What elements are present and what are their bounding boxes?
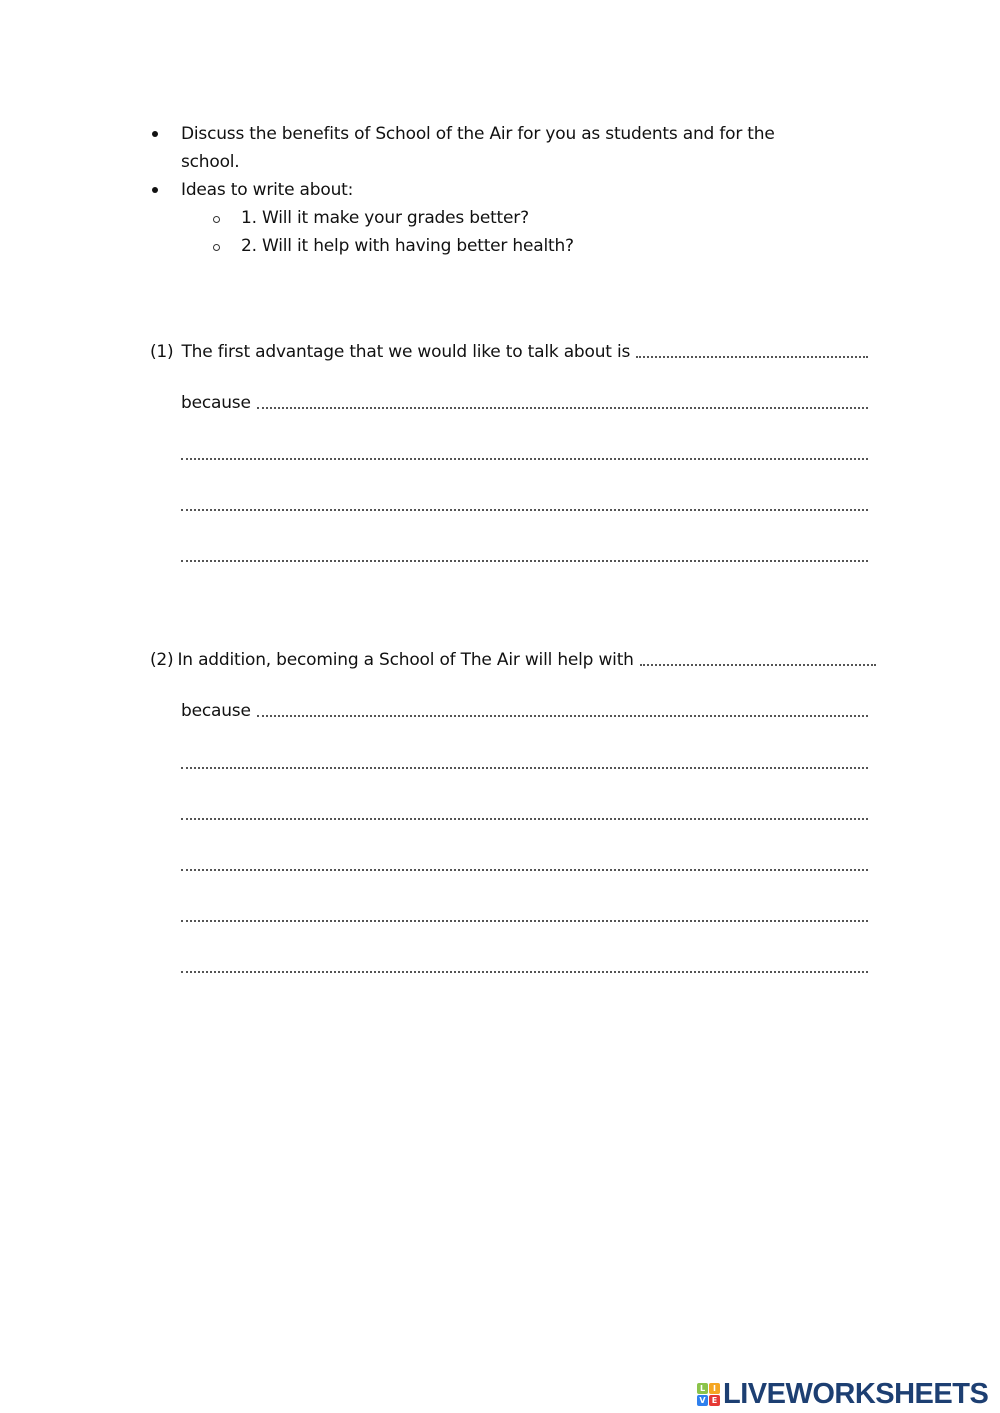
logo-badge-v: V [697, 1395, 708, 1406]
answer-line[interactable] [181, 509, 868, 511]
logo-badge-e: E [709, 1395, 720, 1406]
bullet-icon [152, 187, 158, 193]
section2-because-row [181, 701, 868, 721]
bullet-icon [152, 131, 158, 137]
section2-prompt-row [150, 650, 876, 670]
answer-blank[interactable] [640, 664, 876, 666]
circle-bullet-icon [213, 216, 220, 223]
answer-line[interactable] [181, 920, 868, 922]
answer-line[interactable] [181, 971, 868, 973]
ideas-heading: Ideas to write about: [181, 180, 354, 200]
idea-item: 1. Will it make your grades better? [241, 208, 529, 228]
logo-badge-i: I [709, 1383, 720, 1394]
idea-item: 2. Will it help with having better health? [241, 236, 574, 256]
answer-blank[interactable] [257, 715, 868, 717]
because-label: because [181, 701, 251, 721]
instruction-text-cont: school. [181, 152, 240, 172]
because-label: because [181, 393, 251, 413]
answer-line[interactable] [181, 818, 868, 820]
circle-bullet-icon [213, 244, 220, 251]
answer-line[interactable] [181, 869, 868, 871]
logo-text: LIVEWORKSHEETS [723, 1378, 989, 1410]
logo-badge-l: L [697, 1383, 708, 1394]
section-prompt: In addition, becoming a School of The Air will help with [177, 650, 634, 670]
section1-prompt-row [150, 342, 868, 362]
liveworksheets-logo [697, 1378, 988, 1411]
section1-because-row [181, 393, 868, 413]
answer-line[interactable] [181, 767, 868, 769]
section-prompt: The first advantage that we would like to talk about is [181, 342, 631, 362]
answer-blank[interactable] [257, 407, 868, 409]
section-number: (1) [150, 342, 174, 362]
answer-line[interactable] [181, 458, 868, 460]
section-number: (2) [150, 650, 174, 670]
logo-badge-icon [697, 1383, 720, 1406]
instruction-text: Discuss the benefits of School of the Air for you as students and for the [181, 124, 775, 144]
answer-blank[interactable] [636, 356, 868, 358]
answer-line[interactable] [181, 560, 868, 562]
